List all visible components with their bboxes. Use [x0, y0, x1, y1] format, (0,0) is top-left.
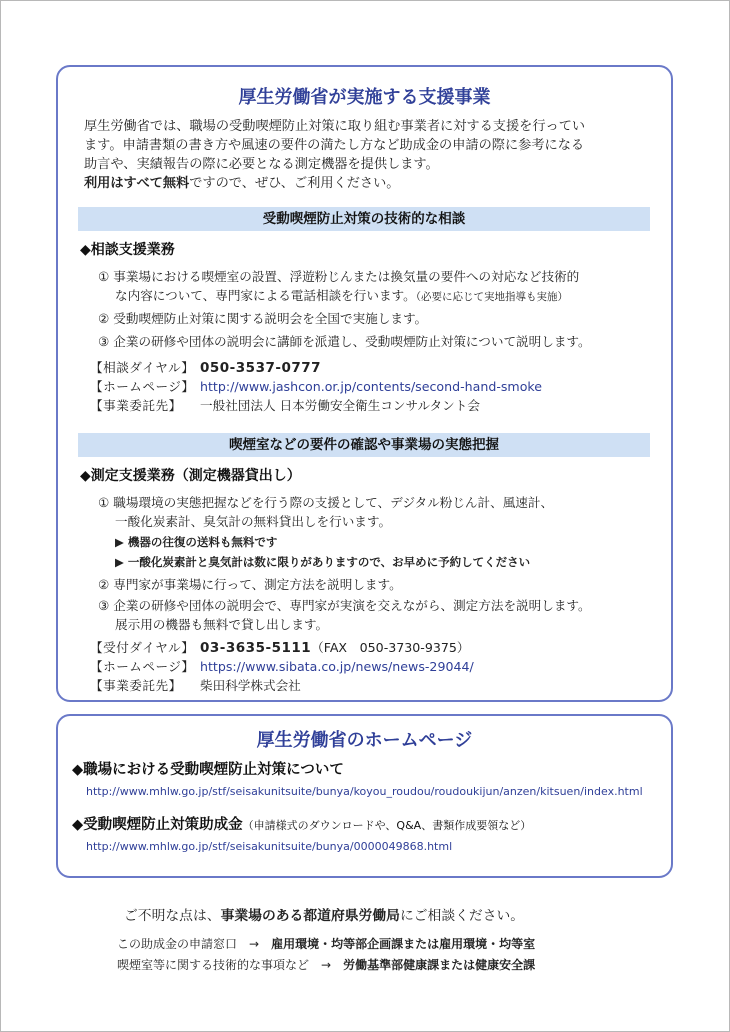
measurement-dial-label: 【受付ダイヤル】	[90, 640, 195, 655]
measurement-dial-number: 03-3635-5111	[200, 640, 312, 656]
consultation-hp-label: 【ホームページ】	[90, 379, 195, 394]
measurement-item-1-line-1: ① 職場環境の実態把握などを行う際の支援として、デジタル粉じん計、風速計、	[98, 495, 554, 510]
measurement-org-row	[90, 677, 301, 695]
consultation-org-name: 一般社団法人 日本労働安全衛生コンサルタント会	[200, 398, 480, 413]
consultation-item-2: ② 受動喫煙防止対策に関する説明会を全国で実施します。	[98, 311, 428, 326]
footer-contact-c: にご相談ください。	[399, 908, 525, 924]
measurement-org-label: 【事業委託先】	[90, 678, 182, 693]
measurement-sub-note-2: ▶ 一酸化炭素計と臭気計は数に限りがありますので、お早めに予約してください	[115, 555, 531, 569]
consultation-item-3: ③ 企業の研修や団体の説明会に講師を派遣し、受動喫煙防止対策について説明します。	[98, 334, 591, 349]
subsidy-heading-row	[72, 813, 531, 834]
consultation-hp-link[interactable]: http://www.jashcon.or.jp/contents/second-hand-smoke	[200, 379, 542, 394]
intro-line-3: 助言や、実績報告の際に必要となる測定機器を提供します。	[84, 157, 439, 172]
measurement-dial-row	[90, 639, 469, 657]
consultation-org-label: 【事業委託先】	[90, 398, 182, 413]
footer-contact-line	[124, 904, 524, 924]
free-of-charge-text: 利用はすべて無料	[84, 176, 190, 191]
measurement-item-1-line-2: 一酸化炭素計、臭気計の無料貸出しを行います。	[115, 514, 392, 529]
measurement-org-name: 柴田科学株式会社	[200, 678, 301, 693]
measurement-fax: （FAX 050-3730-9375）	[311, 640, 470, 655]
measurement-band: 喫煙室などの要件の確認や事業場の実態把握	[78, 433, 650, 457]
subsidy-link[interactable]: http://www.mhlw.go.jp/stf/seisakunitsuite/bunya/0000049868.html	[86, 840, 453, 853]
consultation-hp-row	[90, 378, 542, 396]
consultation-item-1-note: （必要に応じて実地指導も実施）	[415, 291, 568, 303]
subsidy-note: （申請様式のダウンロードや、Q&A、書類作成要領など）	[242, 819, 532, 832]
consultation-item-1-text: な内容について、専門家による電話相談を行います。	[115, 288, 416, 303]
footer-application-label: この助成金の申請窓口 →	[117, 937, 272, 951]
measurement-item-2: ② 専門家が事業場に行って、測定方法を説明します。	[98, 577, 402, 592]
measurement-hp-label: 【ホームページ】	[90, 659, 195, 674]
mhlw-homepage-box	[56, 714, 673, 878]
measurement-sub-note-1: ▶ 機器の往復の送料も無料です	[115, 535, 278, 549]
footer-technical-office: 労働基準部健康課または健康安全課	[343, 958, 536, 972]
footer-application-line	[117, 935, 535, 952]
support-programs-title: 厚生労働省が実施する支援事業	[238, 87, 491, 108]
consultation-dial-label: 【相談ダイヤル】	[90, 360, 195, 375]
measurement-item-3-line-1: ③ 企業の研修や団体の説明会で、専門家が実演を交えながら、測定方法を説明します。	[98, 598, 591, 613]
mhlw-homepage-title: 厚生労働省のホームページ	[256, 730, 473, 751]
consultation-item-1-line-2	[115, 287, 568, 306]
footer-technical-label: 喫煙室等に関する技術的な事項など →	[117, 958, 344, 972]
consultation-dial-number: 050-3537-0777	[200, 360, 322, 376]
consultation-dial-row	[90, 359, 321, 377]
intro-line-4-rest: ですので、ぜひ、ご利用ください。	[189, 176, 400, 191]
intro-line-1: 厚生労働省では、職場の受動喫煙防止対策に取り組む事業者に対する支援を行ってい	[84, 119, 586, 134]
workplace-measures-heading: ◆職場における受動喫煙防止対策について	[72, 762, 344, 778]
intro-line-4	[84, 174, 399, 194]
consultation-band: 受動喫煙防止対策の技術的な相談	[78, 207, 650, 231]
subsidy-heading: ◆受動喫煙防止対策助成金	[72, 817, 243, 833]
workplace-measures-link[interactable]: http://www.mhlw.go.jp/stf/seisakunitsuite/bunya/koyou_roudou/roudoukijun/anzen/kitsuen/index.html	[86, 785, 643, 798]
support-programs-box	[56, 65, 673, 702]
consultation-item-1-line-1: ① 事業場における喫煙室の設置、浮遊粉じんまたは換気量の要件への対応など技術的	[98, 269, 580, 284]
footer-technical-line	[117, 956, 535, 973]
measurement-hp-row	[90, 658, 474, 676]
measurement-hp-link[interactable]: https://www.sibata.co.jp/news/news-29044/	[200, 659, 474, 674]
footer-application-office: 雇用環境・均等部企画課または雇用環境・均等室	[271, 937, 536, 951]
measurement-heading: ◆測定支援業務（測定機器貸出し）	[80, 468, 301, 484]
footer-contact-a: ご不明な点は、	[124, 908, 221, 924]
intro-line-2: ます。申請書類の書き方や風速の要件の満たし方など助成金の申請の際に参考になる	[84, 138, 585, 153]
consultation-heading: ◆相談支援業務	[80, 242, 175, 258]
footer-contact-b: 事業場のある都道府県労働局	[220, 908, 400, 924]
measurement-item-3-line-2: 展示用の機器も無料で貸し出します。	[115, 617, 329, 632]
consultation-org-row	[90, 397, 480, 415]
